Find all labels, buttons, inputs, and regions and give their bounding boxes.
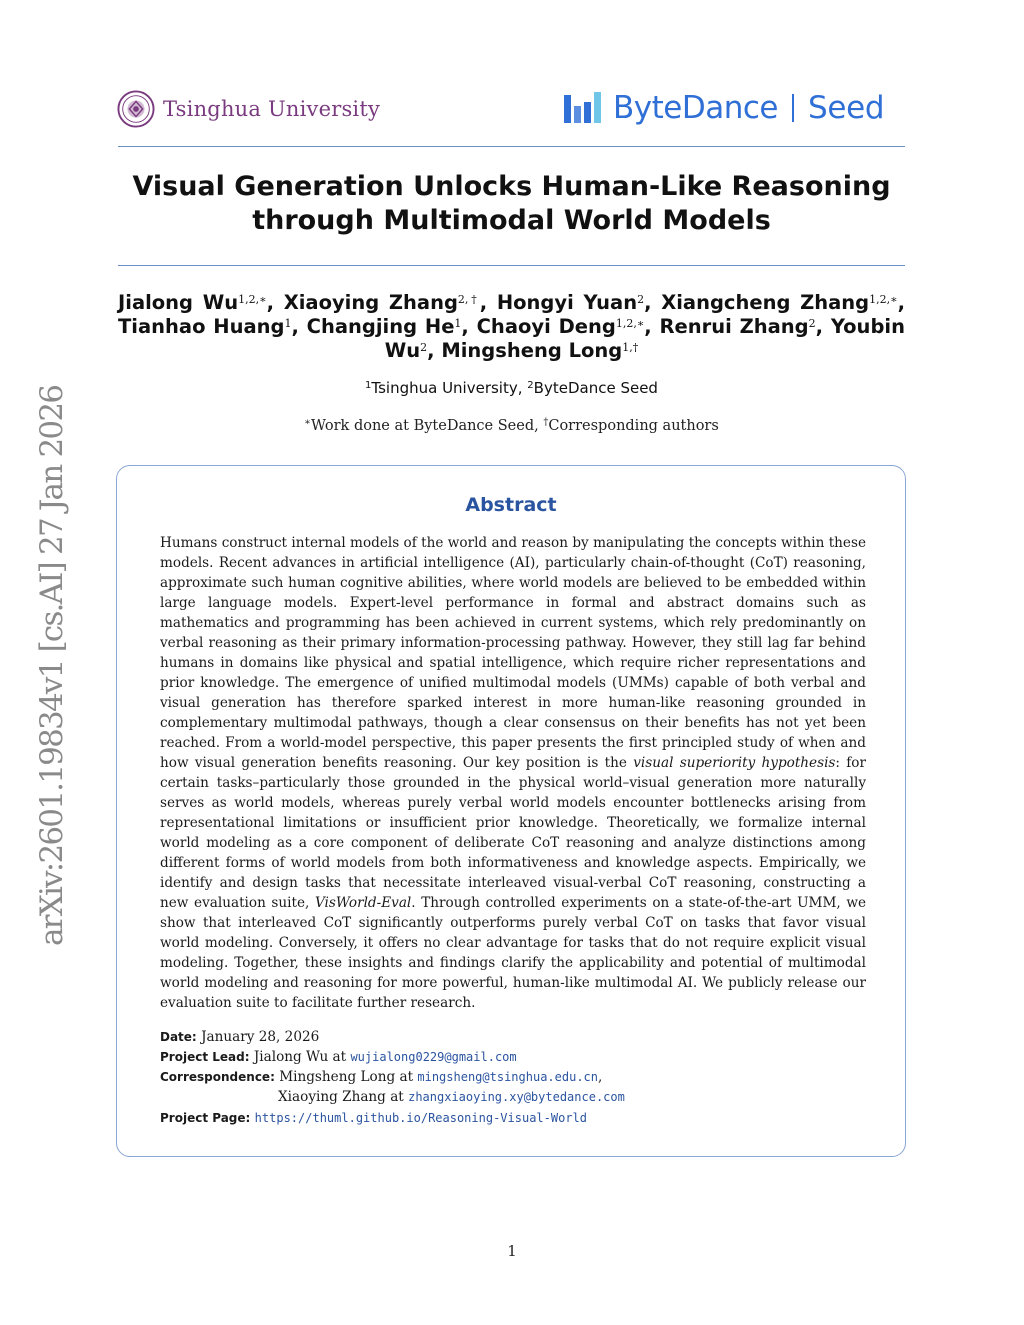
author: Mingsheng Long$^{1,\dagger}$ [441, 339, 639, 362]
affiliations: $^1$Tsinghua University, $^2$ByteDance Seed [365, 379, 658, 397]
title-rule [118, 265, 905, 266]
header-rule [118, 146, 905, 147]
meta-date: Date: January 28, 2026 [160, 1029, 320, 1045]
meta-correspondence: Correspondence: Mingsheng Long at mingsheng@tsinghua.edu.cn, [160, 1069, 603, 1085]
corr2-email-link[interactable]: zhangxiaoying.xy@bytedance.com [408, 1090, 625, 1104]
author: Xiaoying Zhang$^{2,\dagger}$ [283, 291, 480, 314]
abstract-text: Humans construct internal models of the world and reason by manipulating the concepts within these models. Recent advances in artificial intelligence (AI), particularly chain-of-thought (CoT) reasoning, approximate such human cognitive abilities, where world models are believed to be embedded within large language models. Expert-level performance in formal and abstract domains such as mathematics and programming has been achieved in current systems, which rely predominantly on verbal reasoning as their primary information-processing pathway. However, they still lag far behind humans in domains like physical and spatial intelligence, which require richer representations and prior knowledge. The emergence of unified multimodal models (UMMs) capable of both verbal and visual generation has therefore sparked interest in more human-like reasoning grounded in complementary multimodal pathways, though a clear consensus on their benefits has not yet been reached. From a world-model perspective, this paper presents the first principled study of when and how visual generation benefits reasoning. Our key position is the visual superiority hypothesis: for certain tasks–particularly those grounded in the physical world–visual generation more naturally serves as world models, whereas purely verbal world models encounter bottlenecks arising from representational limitations or insufficient prior knowledge. Theoretically, we formalize internal world modeling as a core component of deliberate CoT reasoning and analyze distinctions among different forms of world models from both informativeness and knowledge aspects. Empirically, we identify and design tasks that necessitate interleaved visual-verbal CoT reasoning, constructing a new evaluation suite, VisWorld-Eval. Through controlled experiments on a state-of-the-art UMM, we show that interleaved CoT significantly outperforms purely verbal CoT on tasks that favor visual world modeling. Conversely, it offers no clear advantage for tasks that do not require explicit visual modeling. Together, these insights and findings clarify the applicability and potential of multimodal world modeling and reasoning for more powerful, human-like multimodal AI. We publicly release our evaluation suite to facilitate further research. [160, 535, 866, 1011]
author: Changjing He$^1$ [306, 315, 462, 338]
meta-project-page: Project Page: https://thuml.github.io/Reasoning-Visual-World [160, 1111, 588, 1125]
tsinghua-logo [117, 88, 380, 130]
author: Tianhao Huang$^1$ [118, 315, 292, 338]
tsinghua-seal-icon [117, 90, 155, 128]
author: Youbin Wu$^2$ [384, 315, 905, 362]
lead-email-link[interactable]: wujialong0229@gmail.com [350, 1050, 517, 1064]
note-text: Corresponding authors [548, 418, 719, 434]
corr1-email-link[interactable]: mingsheng@tsinghua.edu.cn [417, 1070, 598, 1084]
arxiv-id-text: arXiv:2601.19834v1 [cs.AI] 27 Jan 2026 [34, 384, 70, 946]
meta-correspondence-2: Xiaoying Zhang at zhangxiaoying.xy@bytedance.com [278, 1089, 625, 1105]
affiliation: Tsinghua University [371, 379, 518, 397]
tsinghua-name: Tsinghua University [163, 97, 381, 121]
note-text: Work done at ByteDance Seed [310, 418, 535, 434]
abstract-heading: Abstract [465, 494, 557, 516]
meta-project-lead: Project Lead: Jialong Wu at wujialong0229@gmail.com [160, 1049, 517, 1065]
bytedance-bars-icon [563, 91, 603, 125]
author: Xiangcheng Zhang$^{1,2,∗}$ [661, 291, 898, 314]
page-number: 1 [507, 1242, 517, 1260]
project-page-link[interactable]: https://thuml.github.io/Reasoning-Visual-World [254, 1111, 588, 1125]
author: Jialong $Wu^{1,2,∗}$ [118, 291, 267, 314]
affiliation: ByteDance Seed [533, 379, 658, 397]
abstract-box [116, 465, 906, 1157]
author: Hongyi Yuan$^2$ [496, 291, 645, 314]
author-notes: ∗Work done at ByteDance Seed, †Corresponding authors [304, 417, 719, 434]
logo-divider [792, 94, 794, 122]
arxiv-identifier [4, 380, 94, 950]
author: Chaoyi Deng$^{1,2,∗}$ [476, 315, 645, 338]
author: Renrui Zhang$^2$ [659, 315, 816, 338]
seed-name: Seed [807, 90, 885, 126]
bytedance-seed-logo [563, 86, 884, 130]
author-list: Jialong $Wu^{1,2,∗}$, Xiaoying Zhang$^{2,\dagger}$, Hongyi Yuan$^2$, Xiangcheng Zhang$^{1,2,∗}$, Tianhao Huang$^1$, Changjing He$^1$, Chaoyi Deng$^{1,2,∗}$, Renrui Zhang$^2$, Youbin Wu$^2$, Mingsheng Long$^{1,\dagger}$ [118, 291, 906, 362]
paper-title: Visual Generation Unlocks Human-Like Reasoning through Multimodal World Models [132, 171, 891, 236]
bytedance-name: ByteDance [613, 90, 778, 126]
